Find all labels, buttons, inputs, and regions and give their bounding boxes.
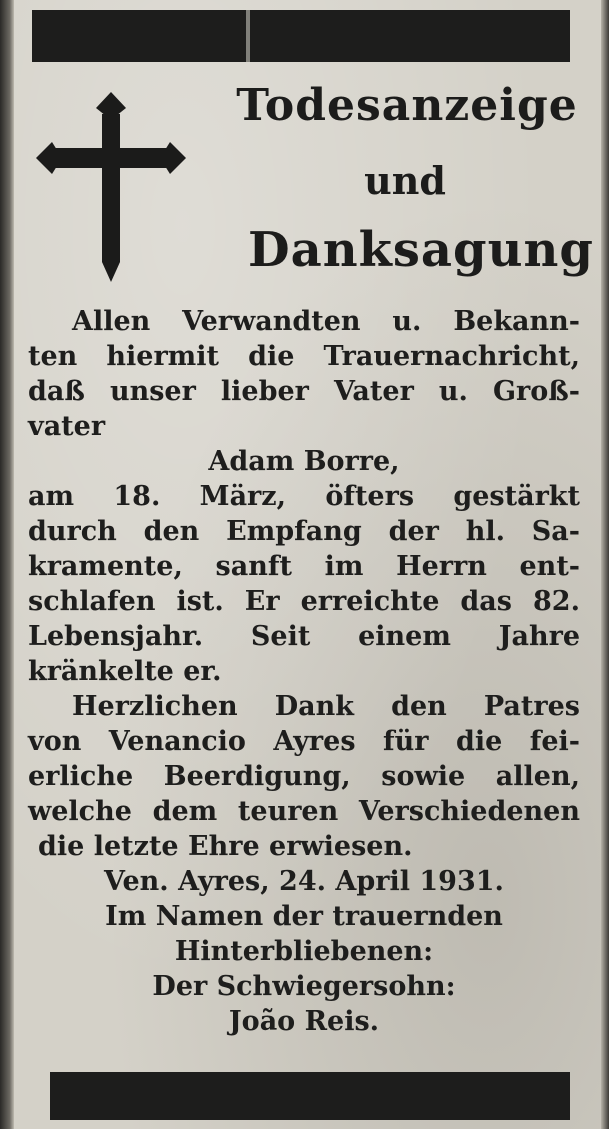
text-line: Lebensjahr. Seit einem Jahre <box>28 621 580 652</box>
text-line: von Venancio Ayres für die fei- <box>28 726 580 757</box>
signoff-line: Im Namen der trauernden <box>105 901 503 932</box>
heading-danksagung: Danksagung <box>248 222 594 278</box>
bottom-black-rule <box>50 1072 570 1120</box>
text-line: Herzlichen Dank den Patres <box>72 691 580 722</box>
text-line: die letzte Ehre erwiesen. <box>38 831 413 862</box>
text-line: kramente, sanft im Herrn ent- <box>28 551 580 582</box>
heading-und: und <box>364 158 446 203</box>
signoff-line: Der Schwiegersohn: <box>152 971 456 1002</box>
place-date: Ven. Ayres, 24. April 1931. <box>104 866 504 897</box>
text-line: durch den Empfang der hl. Sa- <box>28 516 580 547</box>
top-rule-gap <box>246 10 250 62</box>
text-line: vater <box>28 411 106 442</box>
signer-name: João Reis. <box>228 1006 380 1037</box>
text-line: Allen Verwandten u. Bekann- <box>72 306 580 337</box>
text-line: daß unser lieber Vater u. Groß- <box>28 376 580 407</box>
text-line: erliche Beerdigung, sowie allen, <box>28 761 580 792</box>
text-line: am 18. März, öfters gestärkt <box>28 481 580 512</box>
cross-icon <box>36 92 186 284</box>
left-edge-shadow <box>0 0 14 1129</box>
text-line: schlafen ist. Er erreichte das 82. <box>28 586 580 617</box>
text-line: welche dem teuren Verschiedenen <box>28 796 580 827</box>
right-edge-shadow <box>601 0 609 1129</box>
text-line: kränkelte er. <box>28 656 222 687</box>
text-line: ten hiermit die Trauernachricht, <box>28 341 580 372</box>
heading-todesanzeige: Todesanzeige <box>236 80 578 131</box>
signoff-line: Hinterbliebenen: <box>174 936 434 967</box>
deceased-name: Adam Borre, <box>208 446 400 477</box>
top-black-rule <box>32 10 570 62</box>
obituary-text <box>28 304 580 1039</box>
